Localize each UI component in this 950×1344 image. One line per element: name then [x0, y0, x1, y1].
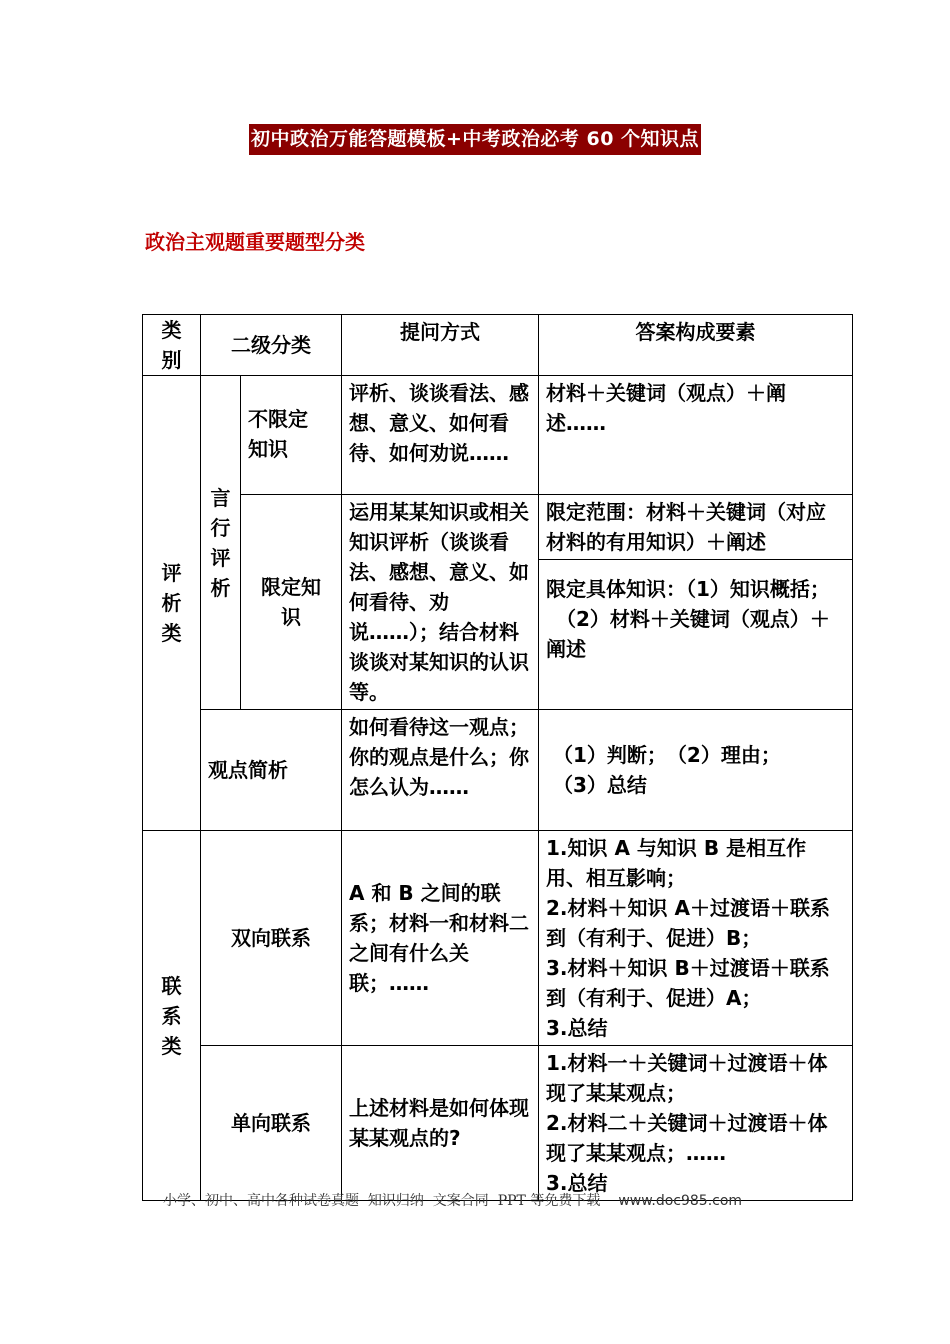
subcategory-yanxing: 言 行 评 析: [201, 376, 241, 710]
answer-buxianding: 材料＋关键词（观点）＋阐述……: [539, 376, 853, 495]
category-lianxi: 联 系 类: [143, 831, 201, 1201]
table-row: [143, 831, 853, 1046]
question-guandian: 如何看待这一观点；你的观点是什么；你怎么认为……: [342, 710, 539, 831]
question-shuangxiang: A 和 B 之间的联系；材料一和材料二之间有什么关联；……: [342, 831, 539, 1046]
footer-text: 小学、初中、高中各种试卷真题 知识归纳 文案合同 PPT 等免费下载: [163, 1193, 601, 1209]
question-danxiang: 上述材料是如何体现某某观点的?: [342, 1046, 539, 1201]
answer-danxiang: 1.材料一＋关键词＋过渡语＋体现了某某观点； 2.材料二＋关键词＋过渡语＋体现了某某观点；…… 3.总结: [539, 1046, 853, 1201]
answer-xianding-range: 限定范围：材料＋关键词（对应材料的有用知识）＋阐述: [539, 495, 853, 560]
document-title: 初中政治万能答题模板+中考政治必考 60 个知识点: [249, 124, 701, 155]
table-header-row: [143, 315, 853, 376]
table-row: [143, 1046, 853, 1201]
table-row: [143, 710, 853, 831]
header-subcategory: 二级分类: [201, 315, 342, 376]
answer-xianding-specific: 限定具体知识：（1）知识概括； （2）材料＋关键词（观点）＋阐述: [539, 560, 853, 710]
page-footer: [163, 1190, 742, 1210]
answer-guandian: （1）判断； （2）理由； （3）总结: [539, 710, 853, 831]
table-row: [143, 495, 853, 560]
subcategory-buxianding: 不限定 知识: [241, 376, 342, 495]
header-question-style: 提问方式: [342, 315, 539, 376]
title-wrapper: [0, 124, 950, 155]
subcategory-xianding: 限定知 识: [241, 495, 342, 710]
category-pingxi: 评 析 类: [143, 376, 201, 831]
section-heading: 政治主观题重要题型分类: [145, 230, 365, 254]
question-xianding: 运用某某知识或相关知识评析（谈谈看法、感想、意义、如何看待、劝说……）；结合材料谈谈对某知识的认识等。: [342, 495, 539, 710]
answer-shuangxiang: 1.知识 A 与知识 B 是相互作用、相互影响； 2.材料＋知识 A＋过渡语＋联系到（有利于、促进）B； 3.材料＋知识 B＋过渡语＋联系到（有利于、促进）A； 3.总结: [539, 831, 853, 1046]
table-row: [143, 376, 853, 495]
subcategory-guandian: 观点简析: [201, 710, 342, 831]
subcategory-danxiang: 单向联系: [201, 1046, 342, 1201]
header-answer-elements: 答案构成要素: [539, 315, 853, 376]
question-type-table: [142, 314, 853, 1201]
header-category: 类 别: [143, 315, 201, 376]
footer-url[interactable]: www.doc985.com: [618, 1193, 743, 1209]
question-buxianding: 评析、谈谈看法、感想、意义、如何看待、如何劝说……: [342, 376, 539, 495]
subcategory-shuangxiang: 双向联系: [201, 831, 342, 1046]
